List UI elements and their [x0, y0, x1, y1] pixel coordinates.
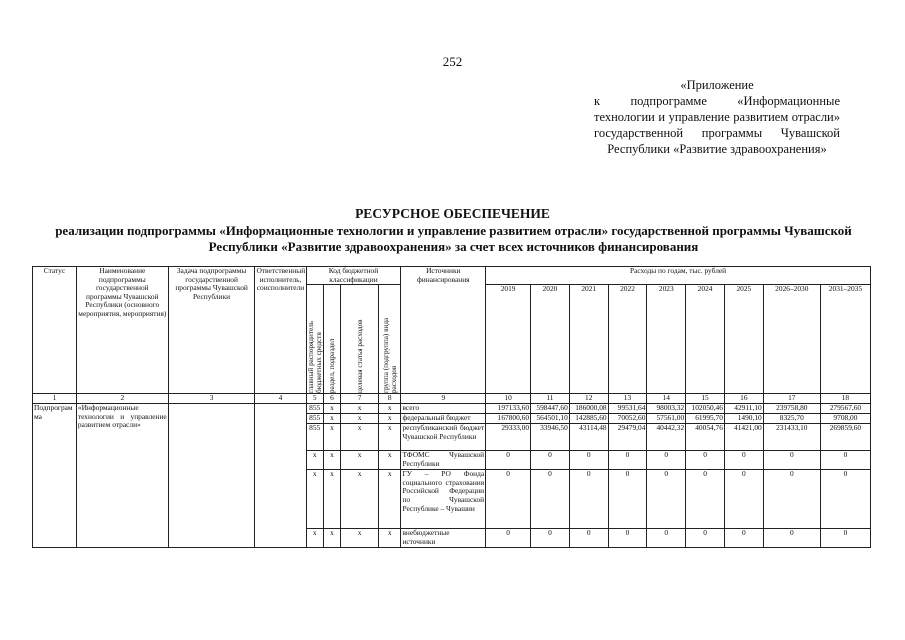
code-cell: 855: [306, 424, 323, 451]
code-cell: x: [323, 470, 340, 529]
status-cell: Подпрограмма: [33, 404, 77, 548]
value-cell: 41421,00: [724, 424, 763, 451]
value-cell: 279567,60: [820, 404, 870, 414]
column-number: 11: [531, 394, 570, 404]
value-cell: 0: [763, 451, 820, 470]
code-cell: 855: [306, 404, 323, 414]
source-cell: всего: [401, 404, 486, 414]
code-cell: x: [306, 451, 323, 470]
header-expenses: Расходы по годам, тыс. рублей: [486, 267, 871, 285]
column-number: 13: [608, 394, 647, 404]
column-number: 15: [686, 394, 725, 404]
value-cell: 269859,60: [820, 424, 870, 451]
value-cell: 0: [486, 470, 531, 529]
code-cell: x: [341, 451, 379, 470]
header-code-target: целевая статья расходов: [341, 285, 379, 394]
value-cell: 0: [647, 529, 686, 548]
value-cell: 0: [820, 470, 870, 529]
code-cell: x: [378, 470, 401, 529]
value-cell: 0: [531, 470, 570, 529]
column-number: 5: [306, 394, 323, 404]
code-cell: 855: [306, 414, 323, 424]
code-cell: x: [378, 451, 401, 470]
code-cell: x: [341, 529, 379, 548]
appendix-block: [594, 77, 840, 157]
column-number: 6: [323, 394, 340, 404]
value-cell: 42911,10: [724, 404, 763, 414]
value-cell: 197133,60: [486, 404, 531, 414]
column-number: 18: [820, 394, 870, 404]
column-number: 4: [255, 394, 306, 404]
value-cell: 0: [686, 529, 725, 548]
value-cell: 167800,60: [486, 414, 531, 424]
column-number: 8: [378, 394, 401, 404]
header-budget-code: Код бюджетной классификации: [306, 267, 401, 285]
value-cell: 142885,60: [569, 414, 608, 424]
code-cell: x: [323, 529, 340, 548]
header-status: Статус: [33, 267, 77, 394]
code-cell: x: [323, 414, 340, 424]
header-year: 2031–2035: [820, 285, 870, 394]
code-cell: x: [378, 414, 401, 424]
source-cell: республиканский бюджет Чувашской Республики: [401, 424, 486, 451]
value-cell: 0: [569, 470, 608, 529]
appendix-body: к подпрограмме «Информационные технологии и управление развитием отрасли» государственной программы Чувашской Республики «Развитие здравоохранения»: [594, 94, 840, 156]
header-year: 2021: [569, 285, 608, 394]
code-cell: x: [306, 470, 323, 529]
value-cell: 29479,04: [608, 424, 647, 451]
resource-table: [32, 266, 871, 548]
value-cell: 239758,80: [763, 404, 820, 414]
value-cell: 0: [686, 451, 725, 470]
code-cell: x: [378, 404, 401, 414]
value-cell: 1490,10: [724, 414, 763, 424]
header-responsible: Ответственный исполнитель, соисполнители: [255, 267, 306, 394]
value-cell: 102050,46: [686, 404, 725, 414]
value-cell: 0: [608, 451, 647, 470]
value-cell: 0: [608, 529, 647, 548]
value-cell: 0: [486, 451, 531, 470]
code-cell: x: [323, 404, 340, 414]
header-year: 2023: [647, 285, 686, 394]
value-cell: 0: [724, 529, 763, 548]
value-cell: 0: [763, 470, 820, 529]
header-year: 2020: [531, 285, 570, 394]
column-number: 12: [569, 394, 608, 404]
source-cell: внебюджетные источники: [401, 529, 486, 548]
source-cell: ТФОМС Чувашской Республики: [402, 450, 485, 468]
table-row: [33, 404, 871, 414]
column-number: 9: [401, 394, 486, 404]
document-subtitle: реализации подпрограммы «Информационные технологии и управление развитием отрасли» государственной программы Чувашской Республики «Развитие здравоохранения» за счет всех источников финансирования: [55, 223, 852, 254]
header-name: Наименование подпрограммы государственной программы Чувашской Республики (основного мероприятия, мероприятия): [76, 267, 168, 394]
value-cell: 231433,10: [763, 424, 820, 451]
header-year: 2024: [686, 285, 725, 394]
header-year: 2026–2030: [763, 285, 820, 394]
value-cell: 0: [531, 451, 570, 470]
header-year: 2019: [486, 285, 531, 394]
column-number: 16: [724, 394, 763, 404]
code-cell: x: [341, 424, 379, 451]
header-sources: Источники финансирования: [401, 267, 486, 394]
value-cell: 564501,10: [531, 414, 570, 424]
source-cell: ГУ – РО Фонда социального страхования Российской Федерации по Чувашской Республике – Чувашии: [401, 470, 486, 529]
value-cell: 57561,00: [647, 414, 686, 424]
code-cell: x: [341, 414, 379, 424]
value-cell: 40442,32: [647, 424, 686, 451]
value-cell: 98003,32: [647, 404, 686, 414]
value-cell: 8325,70: [763, 414, 820, 424]
column-number: 2: [76, 394, 168, 404]
column-number: 14: [647, 394, 686, 404]
value-cell: 0: [820, 529, 870, 548]
code-cell: x: [306, 529, 323, 548]
header-code-section: раздел, подраздел: [323, 285, 340, 394]
appendix-first-line: «Приложение: [680, 78, 754, 92]
source-cell: федеральный бюджет: [401, 414, 486, 424]
value-cell: 0: [724, 470, 763, 529]
value-cell: 0: [724, 451, 763, 470]
program-name-cell: «Информационные технологии и управление развитием отрасли»: [76, 404, 168, 548]
value-cell: 0: [569, 451, 608, 470]
value-cell: 43114,48: [569, 424, 608, 451]
value-cell: 29333,00: [486, 424, 531, 451]
value-cell: 0: [647, 470, 686, 529]
code-cell: x: [341, 470, 379, 529]
value-cell: 0: [686, 470, 725, 529]
value-cell: 0: [569, 529, 608, 548]
column-number-row: [33, 394, 871, 404]
header-code-group: группа (подгруппа) вида расходов: [378, 285, 401, 394]
code-cell: x: [378, 424, 401, 451]
header-year: 2025: [724, 285, 763, 394]
value-cell: 33946,50: [531, 424, 570, 451]
value-cell: 61995,70: [686, 414, 725, 424]
column-number: 1: [33, 394, 77, 404]
value-cell: 9708,00: [820, 414, 870, 424]
value-cell: 0: [820, 451, 870, 470]
value-cell: 0: [608, 470, 647, 529]
code-cell: x: [341, 404, 379, 414]
column-number: 7: [341, 394, 379, 404]
code-cell: x: [378, 529, 401, 548]
value-cell: 0: [531, 529, 570, 548]
column-number: 10: [486, 394, 531, 404]
value-cell: 40054,76: [686, 424, 725, 451]
task-cell: [168, 404, 255, 548]
value-cell: 0: [763, 529, 820, 548]
code-cell: x: [323, 451, 340, 470]
column-number: 3: [168, 394, 255, 404]
value-cell: 0: [647, 451, 686, 470]
page-number: 252: [442, 54, 463, 69]
responsible-cell: [255, 404, 306, 548]
code-cell: x: [323, 424, 340, 451]
header-year: 2022: [608, 285, 647, 394]
value-cell: 99531,64: [608, 404, 647, 414]
value-cell: 598447,60: [531, 404, 570, 414]
column-number: 17: [763, 394, 820, 404]
value-cell: 70052,60: [608, 414, 647, 424]
header-code-gr: главный распорядитель бюджетных средств: [306, 285, 323, 394]
document-title: РЕСУРСНОЕ ОБЕСПЕЧЕНИЕ: [355, 206, 550, 221]
header-task: Задача подпрограммы государственной программы Чувашской Республики: [168, 267, 255, 394]
value-cell: 186000,08: [569, 404, 608, 414]
value-cell: 0: [486, 529, 531, 548]
